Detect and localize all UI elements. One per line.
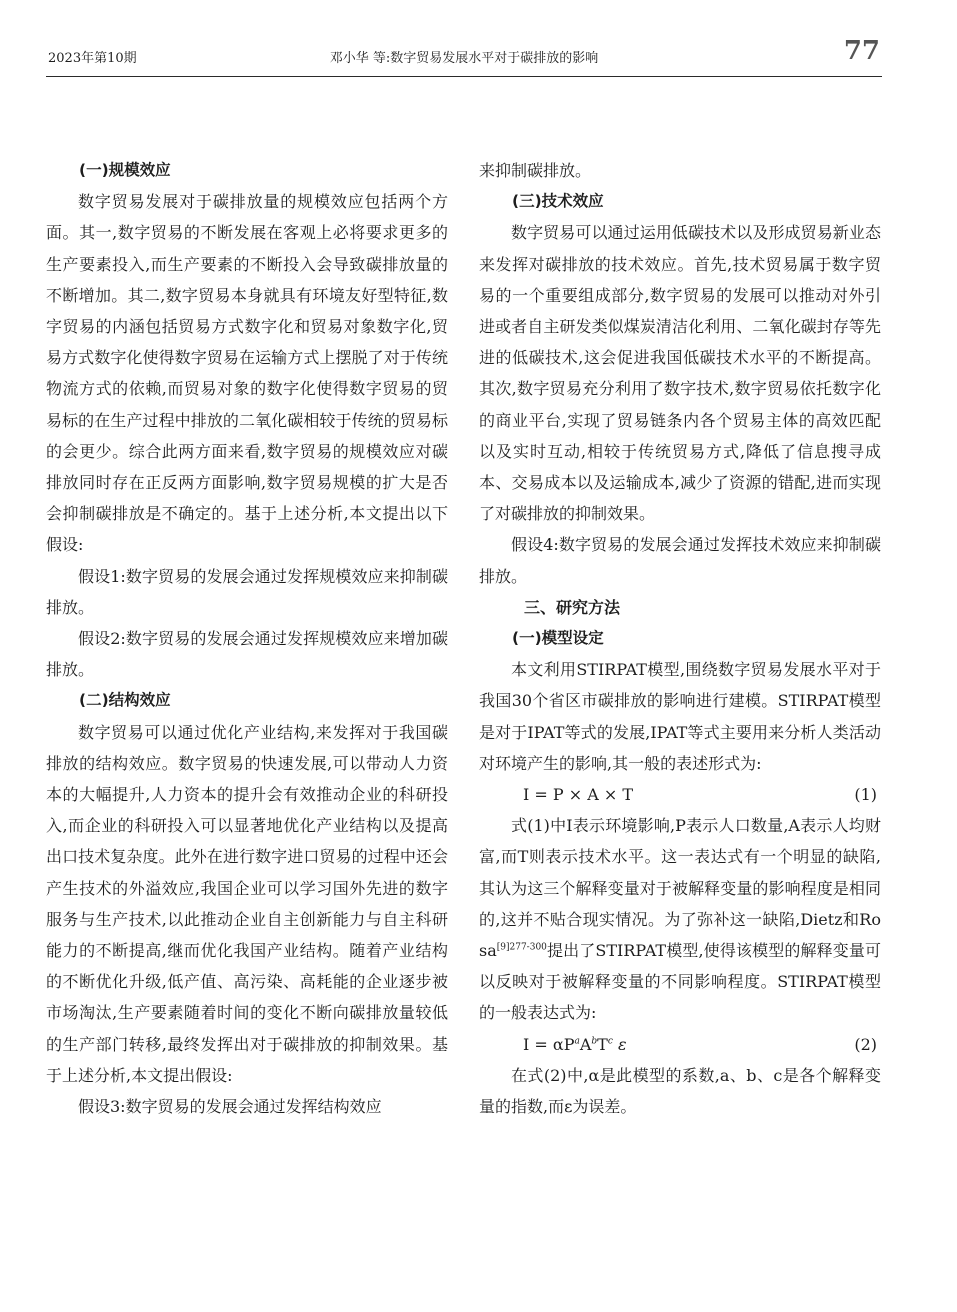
right-column — [479, 155, 881, 1122]
section-heading-methods: 三、研究方法 — [524, 597, 621, 617]
paragraph-scale-effect: 数字贸易发展对于碳排放量的规模效应包括两个方面。其一,数字贸易的不断发展在客观上必将要求更多的生产要素投入,而生产要素的不断投入会导致碳排放量的不断增加。其二,数字贸易本身就具有环境友好型特征,数字贸易的内涵包括贸易方式数字化和贸易对象数字化,贸易方式数字化使得数字贸易在运输方式上摆脱了对于传统物流方式的依赖,而贸易对象的数字化使得数字贸易的贸易标的在生产过程中排放的二氧化碳相较于传统的贸易标的会更少。综合此两方面来看,数字贸易的规模效应对碳排放同时存在正反两方面影响,数字贸易规模的扩大是否会抑制碳排放是不确定的。基于上述分析,本文提出以下假设: — [46, 192, 448, 555]
subheading-model-setup: (一)模型设定 — [512, 629, 604, 648]
hypothesis-4: 假设4:数字贸易的发展会通过发挥技术效应来抑制碳排放。 — [479, 535, 881, 586]
equation-2-formula: $I = \alpha P^aA^bT^c$ ε — [523, 1034, 627, 1054]
running-header — [46, 0, 882, 77]
paragraph-equation-2-explanation: 在式(2)中,α是此模型的系数,a、b、c是各个解释变量的指数,而ε为误差。 — [479, 1065, 881, 1117]
citation-ref: [9]277-300 — [496, 942, 547, 953]
equation-1 — [479, 779, 881, 810]
hypothesis-3-continued: 来抑制碳排放。 — [479, 161, 592, 180]
subheading-technology-effect: (三)技术效应 — [512, 192, 604, 211]
subheading-scale-effect: (一)规模效应 — [79, 161, 171, 179]
paragraph-ipat-explanation — [479, 810, 881, 1028]
page-number: 77 — [843, 36, 880, 66]
left-column — [46, 155, 448, 1122]
equation-1-formula: I = P × A × T — [523, 785, 634, 805]
hypothesis-3: 假设3:数字贸易的发展会通过发挥结构效应 — [78, 1097, 382, 1117]
equation-1-number: (1) — [854, 785, 877, 805]
running-title: 邓小华 等:数字贸易发展水平对于碳排放的影响 — [329, 51, 599, 66]
paragraph-ipat-text: 式(1)中I表示环境影响,P表示人口数量,A表示人均财富,而T则表示技术水平。这一表达式有一个明显的缺陷,其认为这三个解释变量对于被解释变量的影响程度是相同的,这并不贴合现实情况。为了弥补这一缺陷,Dietz和Rosa — [479, 816, 881, 961]
issue-label: 2023年第10期 — [48, 51, 137, 66]
equation-2 — [479, 1029, 881, 1060]
hypothesis-1: 假设1:数字贸易的发展会通过发挥规模效应来抑制碳排放。 — [46, 566, 448, 617]
equation-2-number: (2) — [854, 1034, 877, 1054]
paragraph-structure-effect: 数字贸易可以通过优化产业结构,来发挥对于我国碳排放的结构效应。数字贸易的快速发展,可以带动人力资本的大幅提升,人力资本的提升会有效推动企业的科研投入,而企业的科研投入可以显著地优化产业结构以及提高出口技术复杂度。此外在进行数字进口贸易的过程中还会产生技术的外溢效应,我国企业可以学习国外先进的数字服务与生产技术,以此推动企业自主创新能力与自主科研能力的不断提高,继而优化我国产业结构。随着产业结构的不断优化升级,低产值、高污染、高耗能的企业逐步被市场淘汰,生产要素随着时间的变化不断向碳排放量较低的生产部门转移,最终发挥出对于碳排放的抑制效果。基于上述分析,本文提出假设: — [46, 722, 448, 1085]
paragraph-ipat-text-cont: 提出了STIRPAT模型,使得该模型的解释变量可以反映对于被解释变量的不同影响程度。STIRPAT模型的一般表达式为: — [479, 941, 881, 1023]
subheading-structure-effect: (二)结构效应 — [79, 691, 171, 710]
hypothesis-2: 假设2:数字贸易的发展会通过发挥规模效应来增加碳排放。 — [46, 629, 448, 680]
paragraph-model-intro: 本文利用STIRPAT模型,围绕数字贸易发展水平对于我国30个省区市碳排放的影响进行建模。STIRPAT模型是对于IPAT等式的发展,IPAT等式主要用来分析人类活动对环境产生的影响,其一般的表述形式为: — [479, 660, 881, 773]
paragraph-technology-effect: 数字贸易可以通过运用低碳技术以及形成贸易新业态来发挥对碳排放的技术效应。首先,技术贸易属于数字贸易的一个重要组成部分,数字贸易的发展可以推动对外引进或者自主研发类似煤炭清洁化利用、二氧化碳封存等先进的低碳技术,这会促进我国低碳技术水平的不断提高。其次,数字贸易充分利用了数字技术,数字贸易依托数字化的商业平台,实现了贸易链条内各个贸易主体的高效匹配以及实时互动,相较于传统贸易方式,降低了信息搜寻成本、交易成本以及运输成本,减少了资源的错配,进而实现了对碳排放的抑制效果。 — [479, 223, 881, 524]
